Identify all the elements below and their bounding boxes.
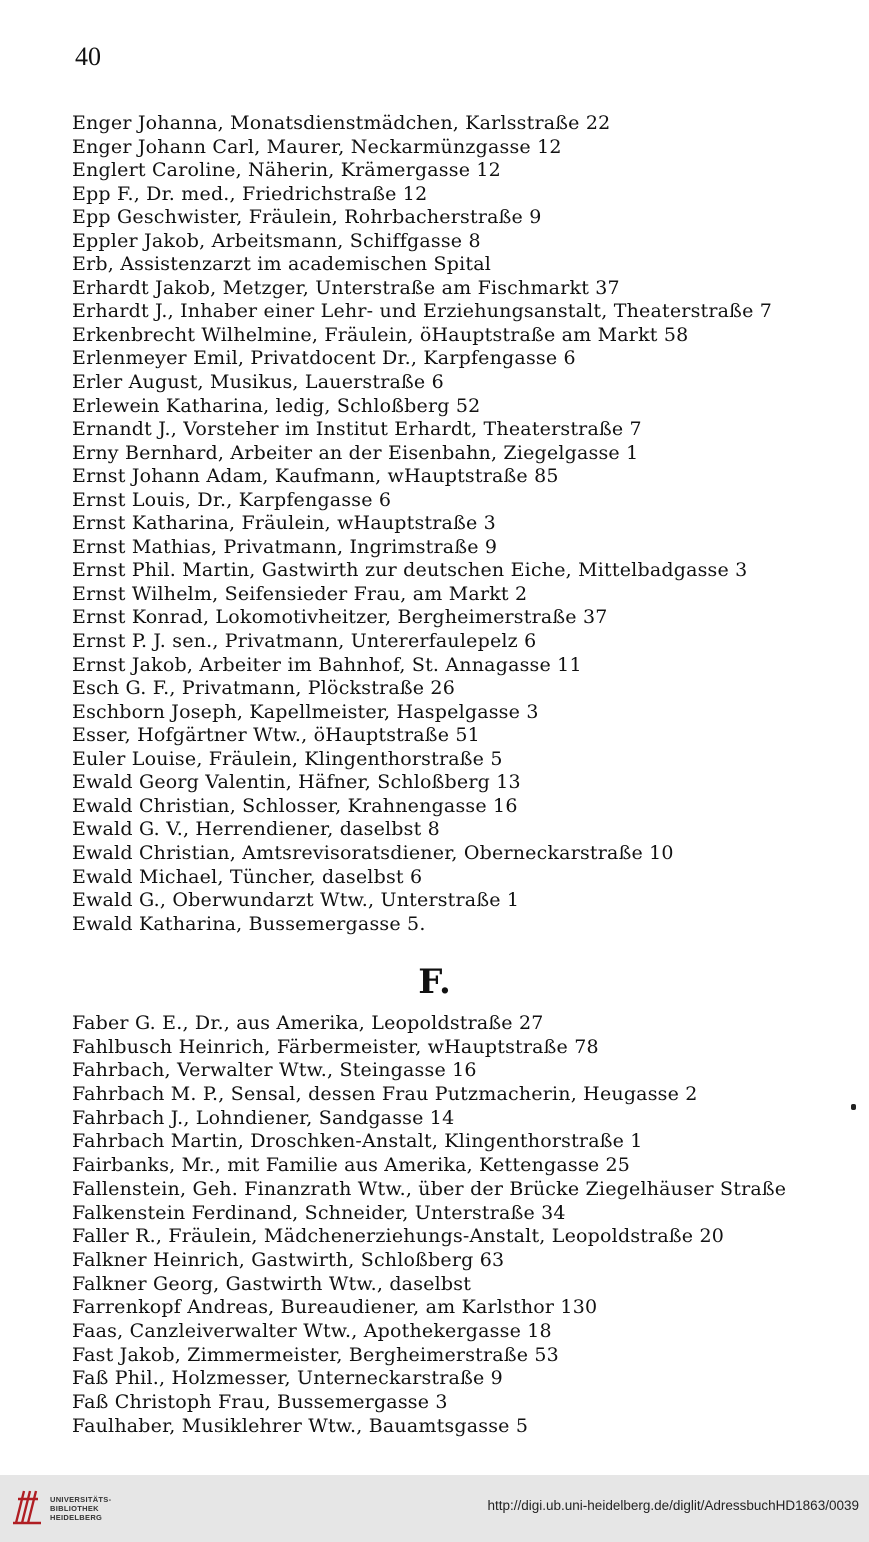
directory-entry: Englert Caroline, Näherin, Krämergasse 12 — [72, 159, 501, 182]
directory-entry: Ernandt J., Vorsteher im Institut Erhardt, Theaterstraße 7 — [72, 418, 642, 441]
page-number: 40 — [75, 42, 101, 71]
directory-entry: Farrenkopf Andreas, Bureaudiener, am Karlsthor 130 — [72, 1296, 598, 1319]
directory-entry: Euler Louise, Fräulein, Klingenthorstraße 5 — [72, 747, 503, 770]
permalink-url[interactable]: http://digi.ub.uni-heidelberg.de/diglit/AdressbuchHD1863/0039 — [487, 1498, 859, 1513]
directory-entry: Fahrbach, Verwalter Wtw., Steingasse 16 — [72, 1059, 477, 1082]
directory-entry: Fahlbusch Heinrich, Färbermeister, wHauptstraße 78 — [72, 1035, 599, 1058]
directory-entry: Ewald Katharina, Bussemergasse 5. — [72, 912, 426, 935]
directory-entry: Faß Phil., Holzmesser, Unterneckarstraße 9 — [72, 1367, 503, 1390]
directory-entry: Faulhaber, Musiklehrer Wtw., Bauamtsgasse 5 — [72, 1414, 529, 1437]
directory-entry: Fast Jakob, Zimmermeister, Bergheimerstraße 53 — [72, 1343, 559, 1366]
directory-entry: Eppler Jakob, Arbeitsmann, Schiffgasse 8 — [72, 229, 481, 252]
directory-entry: Ewald G., Oberwundarzt Wtw., Unterstraße 1 — [72, 889, 520, 912]
directory-entry: Erler August, Musikus, Lauerstraße 6 — [72, 371, 444, 394]
entry-list-f — [72, 1012, 839, 1438]
directory-entry: Falkner Heinrich, Gastwirth, Schloßberg 63 — [72, 1248, 505, 1271]
directory-entry: Esser, Hofgärtner Wtw., öHauptstraße 51 — [72, 724, 480, 747]
directory-entry: Ewald Michael, Tüncher, daselbst 6 — [72, 865, 423, 888]
directory-entry: Epp F., Dr. med., Friedrichstraße 12 — [72, 182, 428, 205]
directory-entry: Ernst Louis, Dr., Karpfengasse 6 — [72, 488, 392, 511]
directory-entry: Ewald Georg Valentin, Häfner, Schloßberg 13 — [72, 771, 521, 794]
directory-entry: Ernst Phil. Martin, Gastwirth zur deutschen Eiche, Mittelbadgasse 3 — [72, 559, 748, 582]
library-name-line: UNIVERSITÄTS- — [50, 1495, 112, 1504]
library-name-line: BIBLIOTHEK — [50, 1504, 99, 1513]
directory-entry: Faber G. E., Dr., aus Amerika, Leopoldstraße 27 — [72, 1012, 544, 1034]
print-mark — [851, 1104, 856, 1110]
directory-entry: Ewald Christian, Amtsrevisoratsdiener, Oberneckarstraße 10 — [72, 841, 674, 864]
directory-entry: Fahrbach M. P., Sensal, dessen Frau Putzmacherin, Heugasse 2 — [72, 1083, 698, 1106]
directory-entry: Erhardt Jakob, Metzger, Unterstraße am Fischmarkt 37 — [72, 276, 620, 299]
directory-entry: Erlenmeyer Emil, Privatdocent Dr., Karpfengasse 6 — [72, 347, 576, 370]
directory-entry: Eschborn Joseph, Kapellmeister, Haspelgasse 3 — [72, 700, 539, 723]
footer-bar — [0, 1475, 869, 1542]
directory-entry: Esch G. F., Privatmann, Plöckstraße 26 — [72, 677, 455, 700]
directory-entry: Ernst Jakob, Arbeiter im Bahnhof, St. Annagasse 11 — [72, 653, 582, 676]
directory-entry: Ernst Johann Adam, Kaufmann, wHauptstraße 85 — [72, 465, 559, 488]
directory-entry: Ernst Mathias, Privatmann, Ingrimstraße 9 — [72, 535, 498, 558]
entry-list-e — [72, 112, 839, 936]
directory-entry: Erlewein Katharina, ledig, Schloßberg 52 — [72, 394, 481, 417]
directory-entry: Ewald G. V., Herrendiener, daselbst 8 — [72, 818, 440, 841]
directory-entry: Fahrbach J., Lohndiener, Sandgasse 14 — [72, 1106, 455, 1129]
directory-entry: Epp Geschwister, Fräulein, Rohrbacherstraße 9 — [72, 206, 542, 229]
directory-entry: Erb, Assistenzarzt im academischen Spital — [72, 253, 492, 276]
directory-entry: Erny Bernhard, Arbeiter an der Eisenbahn, Ziegelgasse 1 — [72, 441, 639, 464]
directory-entry: Fairbanks, Mr., mit Familie aus Amerika, Kettengasse 25 — [72, 1154, 631, 1177]
directory-entry: Enger Johanna, Monatsdienstmädchen, Karlsstraße 22 — [72, 112, 611, 134]
directory-entry: Ewald Christian, Schlosser, Krahnengasse 16 — [72, 794, 518, 817]
directory-entry: Falkner Georg, Gastwirth Wtw., daselbst — [72, 1272, 472, 1295]
directory-entry: Faas, Canzleiverwalter Wtw., Apothekergasse 18 — [72, 1319, 552, 1342]
library-name[interactable] — [50, 1495, 111, 1522]
directory-entry: Falkenstein Ferdinand, Schneider, Unterstraße 34 — [72, 1201, 566, 1224]
directory-entry: Erhardt J., Inhaber einer Lehr- und Erziehungsanstalt, Theaterstraße 7 — [72, 300, 773, 323]
directory-entry: Fahrbach Martin, Droschken-Anstalt, Klingenthorstraße 1 — [72, 1130, 643, 1153]
directory-entry: Faller R., Fräulein, Mädchenerziehungs-Anstalt, Leopoldstraße 20 — [72, 1225, 725, 1248]
directory-entry: Ernst Konrad, Lokomotivheitzer, Bergheimerstraße 37 — [72, 606, 608, 629]
directory-entry: Ernst P. J. sen., Privatmann, Untererfaulepelz 6 — [72, 630, 537, 653]
directory-entry: Fallenstein, Geh. Finanzrath Wtw., über der Brücke Ziegelhäuser Straße — [72, 1177, 787, 1200]
directory-entry: Enger Johann Carl, Maurer, Neckarmünzgasse 12 — [72, 135, 562, 158]
university-library-logo-icon[interactable] — [10, 1487, 44, 1527]
directory-entry: Ernst Katharina, Fräulein, wHauptstraße 3 — [72, 512, 496, 535]
directory-entry: Faß Christoph Frau, Bussemergasse 3 — [72, 1391, 448, 1413]
directory-entry: Erkenbrecht Wilhelmine, Fräulein, öHauptstraße am Markt 58 — [72, 323, 689, 346]
directory-entry: Ernst Wilhelm, Seifensieder Frau, am Markt 2 — [72, 582, 528, 605]
section-heading-f: F. — [418, 962, 451, 1002]
library-name-line: HEIDELBERG — [50, 1513, 103, 1522]
